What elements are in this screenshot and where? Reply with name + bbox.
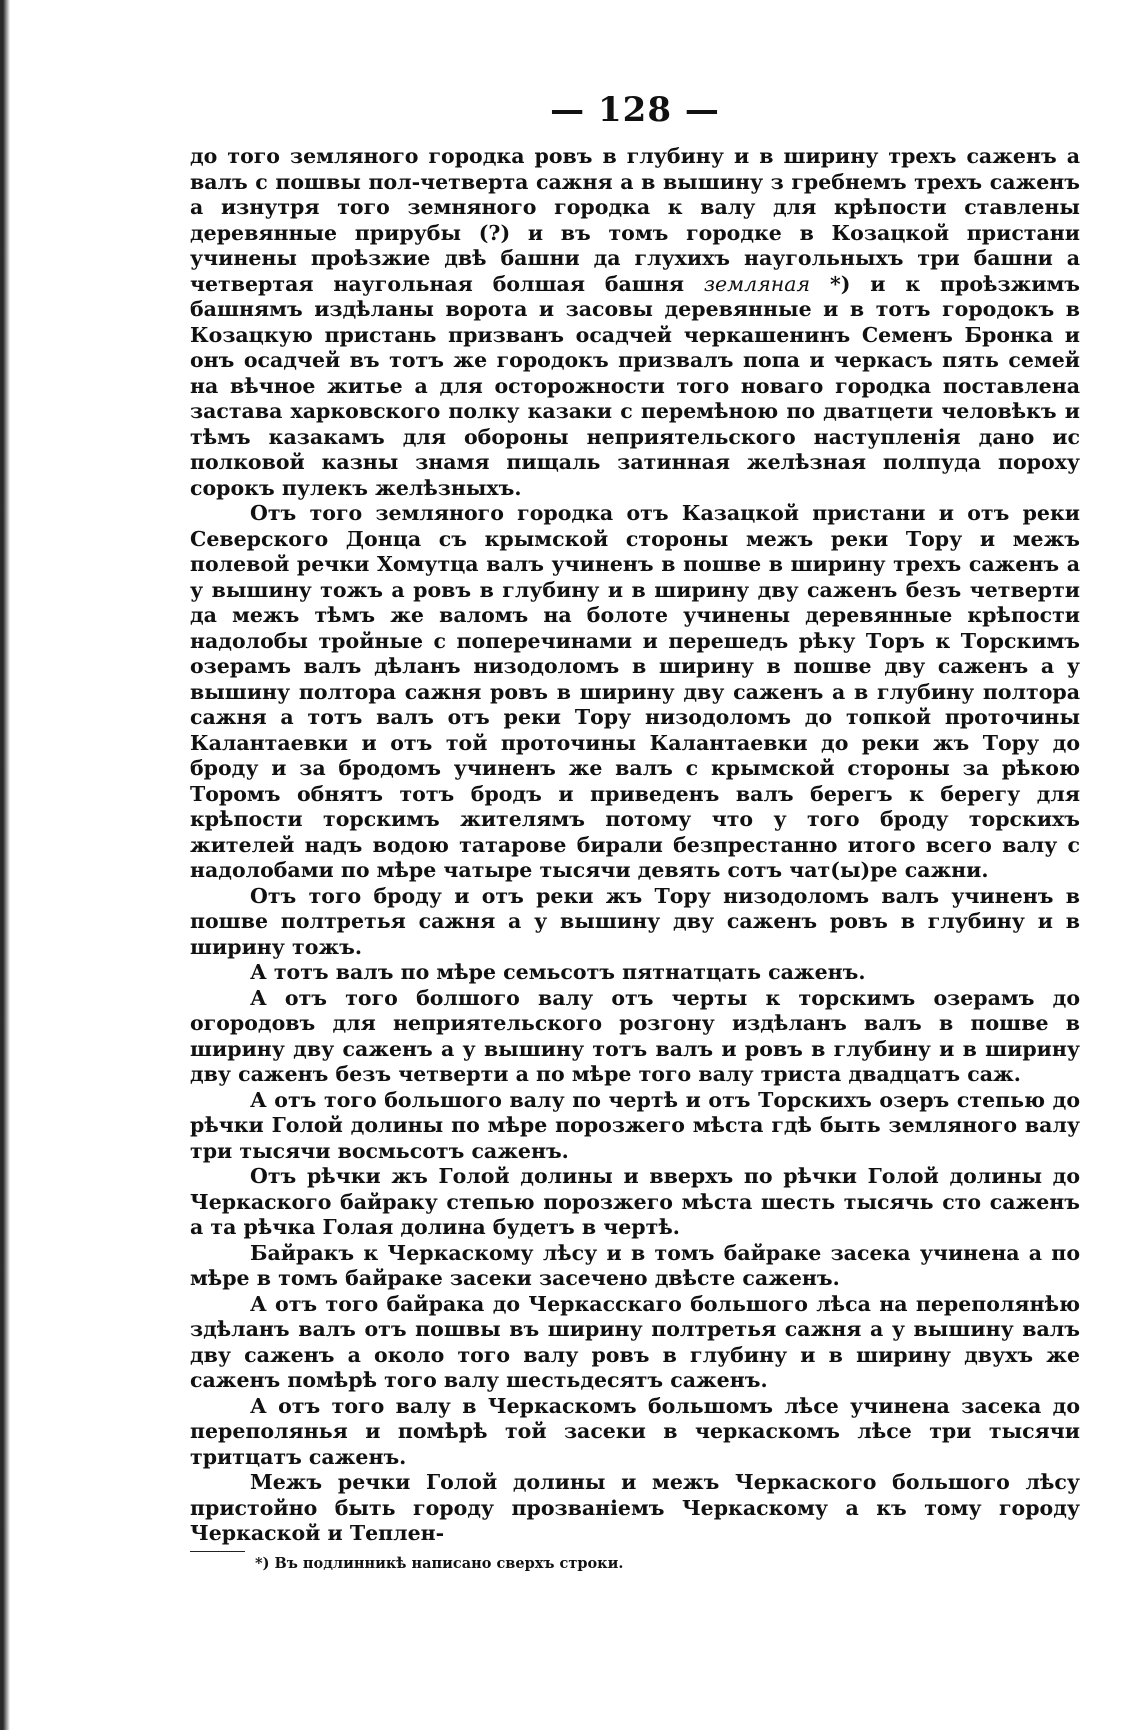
paragraph-11: Межъ речки Голой долины и межъ Черкаского большого лѣсу пристойно быть городу прозваніемъ Черкаскому а къ тому городу Черкаской и Теплен- — [190, 1470, 1080, 1545]
page-number: — 128 — — [550, 90, 720, 130]
document-page — [190, 90, 1080, 1574]
paragraph-4: А тотъ валъ по мѣре семьсотъ пятнатцать саженъ. — [250, 960, 866, 984]
paragraph-9: А отъ того байрака до Черкасскаго большого лѣса на переполянѣю здѣланъ валъ отъ пошвы въ ширину полтретья сажня а у вышину валъ дву саженъ а около того валу ровъ в глубину и в ширину двухъ же саженъ помѣрѣ того валу шестьдесятъ саженъ. — [190, 1291, 1080, 1392]
paragraph-1-before: до того земляного городка ровъ в глубину и в ширину трехъ саженъ а валъ с пошвы пол-четверта сажня а в вышину з гребнемъ трехъ саженъ а изнутря того земняного городка к валу для крѣпости ставлены деревянные прирубы (?) и въ томъ городке в Козацкой пристани учинены проѣзжие двѣ башни да глухихъ наугольныхъ три башни а четвертая наугольная болшая башня — [190, 144, 1080, 296]
paragraph-7: Отъ рѣчки жъ Голой долины и вверхъ по рѣчки Голой долины до Черкаского байраку степью порозжего мѣста шесть тысячь сто саженъ а та рѣчка Голая долина будетъ в чертѣ. — [190, 1164, 1080, 1239]
scan-edge-shadow — [0, 0, 10, 1730]
paragraph-1-after: *) и к проѣзжимъ башнямъ издѣланы ворота и засовы деревянные и в тотъ городокъ в Козацкую пристань призванъ осадчей черкашенинъ Семенъ Бронка и онъ осадчей въ тотъ же городокъ призвалъ попа и черкасъ пять семей на вѣчное житье а для осторожности того новаго городка поставлена застава харковского полку казаки с перемѣною по дватцети человѣкъ и тѣмъ казакамъ для обороны неприятельского наступленія дано ис полковой казны знамя пищаль затинная желѣзная полпуда пороху сорокъ пулекъ желѣзныхъ. — [190, 271, 1080, 500]
paragraph-10: А отъ того валу в Черкаскомъ большомъ лѣсе учинена засека до переполянья и помѣрѣ той засеки в черкаскомъ лѣсе три тысячи тритцатъ саженъ. — [190, 1393, 1080, 1469]
paragraph-6: А отъ того большого валу по чертѣ и отъ Торскихъ озеръ степью до рѣчки Голой долины по мѣре порозжего мѣста гдѣ быть земляного валу три тысячи восмьсотъ саженъ. — [190, 1087, 1080, 1163]
paragraph-1 — [190, 144, 1080, 501]
paragraph-3: Отъ того броду и отъ реки жъ Тору низодоломъ валъ учиненъ в пошве полтретья сажня а у вышину дву саженъ ровъ в глубину и в ширину тожъ. — [190, 883, 1080, 959]
paragraph-2: Отъ того земляного городка отъ Казацкой пристани и отъ реки Северского Донца съ крымской стороны межъ реки Тору и межъ полевой речки Хомутца валъ учиненъ в пошве в ширину трехъ саженъ а у вышину тожъ а ровъ в глубину и в ширину дву саженъ безъ четверти да межъ тѣмъ же валомъ на болоте учинены деревянные крѣпости надолобы тройные с поперечинами и перешедъ рѣку Торъ к Торскимъ озерамъ валъ дѣланъ низодоломъ в ширину в пошве дву саженъ а у вышину полтора сажня ровъ в ширину дву саженъ а в глубину полтора сажня а тотъ валъ отъ реки Тору низодоломъ до топкой проточины Калантаевки и отъ той проточины Калантаевки до реки жъ Тору до броду и за бродомъ учиненъ же валъ с крымской стороны за рѣкою Торомъ обнятъ тотъ бродъ и приведенъ валъ берегъ к берегу для крѣпости торскимъ жителямъ потому что у того броду торскихъ жителей надъ водою татарове бирали безпрестанно итого всего валу с надолобами по мѣре чатыре тысячи девять сотъ чат(ы)ре сажни. — [190, 501, 1080, 882]
emphasized-word: земляная — [703, 271, 811, 296]
paragraph-8: Байракъ к Черкаскому лѣсу и в томъ байраке засека учинена а по мѣре в томъ байраке засеки засечено двѣсте саженъ. — [190, 1240, 1080, 1290]
footnote: *) Въ подлинникѣ написано сверхъ строки. — [255, 1554, 624, 1572]
paragraph-5: А отъ того болшого валу отъ черты к торскимъ озерамъ до огородовъ для неприятельского розгону издѣланъ валъ в пошве в ширину дву саженъ а у вышину тотъ валъ и ровъ в глубину и в ширину дву саженъ безъ четверти а по мѣре того валу триста двадцатъ саж. — [190, 985, 1080, 1086]
footnote-rule — [190, 1551, 245, 1552]
